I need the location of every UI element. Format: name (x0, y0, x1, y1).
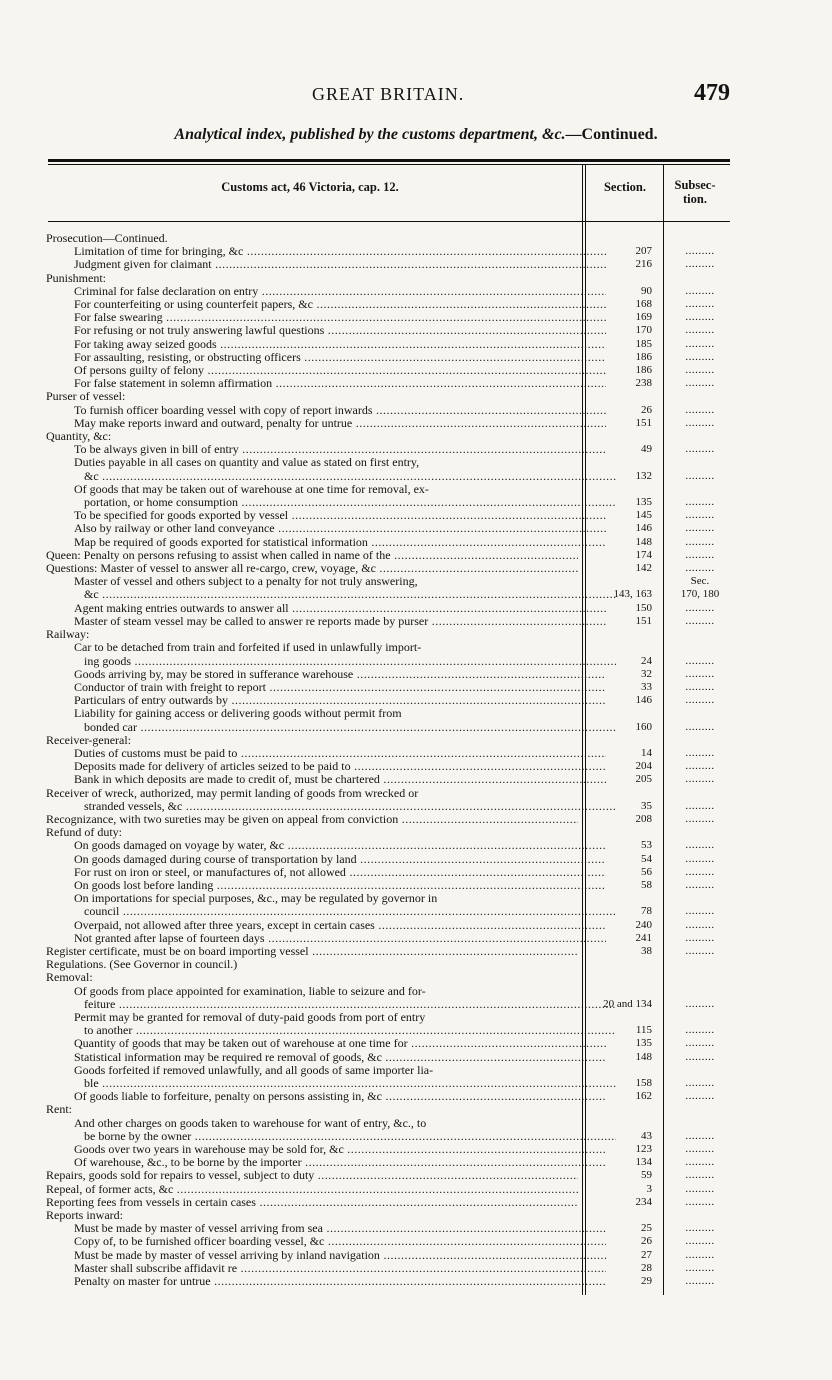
subsection-leader (668, 417, 732, 430)
index-row (46, 456, 736, 469)
section-number: 170 (635, 324, 652, 337)
index-row (46, 364, 736, 377)
index-entry-text: Agent making entries outwards to answer all ..... (46, 602, 606, 615)
section-number: 123 (635, 1143, 652, 1156)
subsection-leader (668, 1183, 732, 1196)
index-row (46, 760, 736, 773)
index-row (46, 641, 736, 654)
section-number: 146 (635, 522, 652, 535)
index-entry-text: ing goods ..... (46, 655, 616, 668)
index-entry-text: Of goods liable to forfeiture, penalty on persons assisting in, &c ..... (46, 1090, 606, 1103)
index-entry-text: Permit may be granted for removal of duty-paid goods from port of entry (74, 1010, 426, 1024)
section-number: 132 (635, 469, 652, 482)
subsection-leader (668, 1077, 732, 1090)
index-entry-text: Statistical information may be required re removal of goods, &c ..... (46, 1051, 606, 1064)
subsection-leader (668, 509, 732, 522)
subsection-header-line1: Subsec- (674, 178, 716, 192)
index-entry-text: Reporting fees from vessels in certain cases ..... (46, 1196, 578, 1209)
section-number: 204 (635, 760, 652, 773)
index-entry-text: be borne by the owner ..... (46, 1130, 616, 1143)
section-number: 151 (635, 614, 652, 627)
index-entry-text: Deposits made for delivery of articles seized to be paid to ..... (46, 760, 606, 773)
index-row (46, 245, 736, 258)
subsection-header-line2: tion. (683, 192, 707, 206)
index-row (46, 747, 736, 760)
section-number: 28 (641, 1261, 652, 1274)
section-number: 49 (641, 443, 652, 456)
subsection-leader (668, 1090, 732, 1103)
index-entry-text: Repairs, goods sold for repairs to vessel, subject to duty ..... (46, 1169, 578, 1182)
subsection-leader (668, 377, 732, 390)
index-entry-text: Questions: Master of vessel to answer all re-cargo, crew, voyage, &c ..... (46, 562, 578, 575)
index-row (46, 998, 736, 1011)
section-number: 25 (641, 1222, 652, 1235)
index-entry-text: On goods lost before landing ..... (46, 879, 606, 892)
index-entry-text: Overpaid, not allowed after three years, except in certain cases ..... (46, 919, 606, 932)
subsection-leader (668, 945, 732, 958)
index-entries (46, 232, 736, 1288)
subsection-leader (668, 879, 732, 892)
section-number: 186 (635, 364, 652, 377)
section-number: 33 (641, 680, 652, 693)
column-header-section: Section. (603, 180, 646, 194)
subsection-leader (668, 800, 732, 813)
section-number: 145 (635, 509, 652, 522)
index-row (46, 655, 736, 668)
subsection-leader (668, 747, 732, 760)
subsection-leader (668, 932, 732, 945)
index-row (46, 549, 736, 562)
running-title: GREAT BRITAIN. (312, 84, 465, 104)
index-entry-text: For false statement in solemn affirmation ..... (46, 377, 606, 390)
index-entry-text: For refusing or not truly answering lawful questions ..... (46, 324, 606, 337)
section-number: 238 (635, 377, 652, 390)
index-row (46, 971, 736, 984)
index-row (46, 417, 736, 430)
page-header (0, 80, 832, 112)
subsection-leader (668, 351, 732, 364)
index-row (46, 1130, 736, 1143)
section-number: 142 (635, 562, 652, 575)
subsection-leader (668, 1249, 732, 1262)
index-row (46, 1011, 736, 1024)
page-subtitle (0, 126, 832, 144)
index-entry-text: Conductor of train with freight to report ..... (46, 681, 606, 694)
index-row (46, 1275, 736, 1288)
index-row (46, 311, 736, 324)
index-entry-text: Map be required of goods exported for statistical information ..... (46, 536, 606, 549)
index-entry-text: Of persons guilty of felony ..... (46, 364, 606, 377)
section-number: 241 (635, 931, 652, 944)
index-entry-text: Particulars of entry outwards by ..... (46, 694, 606, 707)
subsection-leader (668, 549, 732, 562)
column-header-subsection (665, 178, 725, 206)
subsection-leader (668, 1143, 732, 1156)
index-row (46, 615, 736, 628)
index-row (46, 668, 736, 681)
section-number: 240 (635, 918, 652, 931)
index-row (46, 1143, 736, 1156)
index-row (46, 588, 736, 601)
subsection-leader (668, 760, 732, 773)
section-number: 56 (641, 865, 652, 878)
index-row (46, 813, 736, 826)
top-rule-thick (48, 159, 730, 162)
index-entry-text: May make reports inward and outward, penalty for untrue ..... (46, 417, 606, 430)
section-number: 143, 163 (613, 588, 652, 601)
subsection-leader (668, 522, 732, 535)
section-number: 29 (641, 1275, 652, 1288)
index-entry-text: portation, or home consumption ..... (46, 496, 616, 509)
index-entry-text: Reports inward: (46, 1209, 123, 1223)
section-number: 26 (641, 1235, 652, 1248)
section-number: 27 (641, 1248, 652, 1261)
index-row (46, 1196, 736, 1209)
index-entry-text: Limitation of time for bringing, &c ..... (46, 245, 606, 258)
subsection-leader (668, 1024, 732, 1037)
section-number: 148 (635, 1050, 652, 1063)
index-entry-text: Purser of vessel: (46, 390, 126, 404)
subtitle-italic: Analytical index, published by the customs department, &c. (174, 126, 566, 143)
index-row (46, 258, 736, 271)
index-row (46, 985, 736, 998)
subsection-leader (668, 324, 732, 337)
section-number: 35 (641, 799, 652, 812)
index-entry-text: For rust on iron or steel, or manufactures of, not allowed ..... (46, 866, 606, 879)
section-number: 43 (641, 1129, 652, 1142)
index-entry-text: Criminal for false declaration on entry ..... (46, 285, 606, 298)
index-row (46, 1064, 736, 1077)
index-row (46, 351, 736, 364)
index-entry-text: Register certificate, must be on board importing vessel ..... (46, 945, 578, 958)
subsection-leader (668, 1130, 732, 1143)
section-number: 162 (635, 1090, 652, 1103)
index-row (46, 509, 736, 522)
index-row (46, 1209, 736, 1222)
index-row (46, 1037, 736, 1050)
section-number: 174 (635, 548, 652, 561)
section-number: 216 (635, 258, 652, 271)
index-entry-text: Master of vessel and others subject to a penalty for not truly answering, (74, 575, 418, 589)
section-number: 134 (635, 1156, 652, 1169)
subsection-leader (668, 470, 732, 483)
section-number: 205 (635, 773, 652, 786)
index-row (46, 390, 736, 403)
index-row (46, 681, 736, 694)
section-number: 158 (635, 1077, 652, 1089)
subsection-leader (668, 1235, 732, 1248)
section-number: 135 (635, 1037, 652, 1050)
index-row (46, 892, 736, 905)
section-number: 58 (641, 878, 652, 891)
index-entry-text: Duties payable in all cases on quantity and value as stated on first entry, (74, 456, 420, 470)
index-entry-text: Refund of duty: (46, 826, 122, 840)
subsection-leader (668, 1037, 732, 1050)
index-entry-text: bonded car ..... (46, 721, 616, 734)
subsection-leader (668, 1275, 732, 1288)
index-entry-text: Prosecution—Continued. (46, 232, 168, 245)
subsection-leader (668, 245, 732, 258)
index-row (46, 324, 736, 337)
index-row (46, 800, 736, 813)
subsection-leader (668, 298, 732, 311)
index-row (46, 562, 736, 575)
index-entry-text: Car to be detached from train and forfeited if used in unlawfully import- (74, 641, 422, 655)
index-entry-text: ble ..... (46, 1077, 616, 1090)
section-number: 148 (635, 535, 652, 548)
index-row (46, 628, 736, 641)
index-row (46, 773, 736, 786)
index-row (46, 1077, 736, 1090)
index-entry-text: For assaulting, resisting, or obstructing officers ..... (46, 351, 606, 364)
top-rule-thin (48, 164, 730, 165)
index-row (46, 945, 736, 958)
subsection-leader (668, 694, 732, 707)
index-entry-text: Recognizance, with two sureties may be given on appeal from conviction ..... (46, 813, 578, 826)
index-row (46, 787, 736, 800)
index-entry-text: Penalty on master for untrue ..... (46, 1275, 606, 1288)
index-row (46, 522, 736, 535)
index-entry-text: stranded vessels, &c ..... (46, 800, 616, 813)
subsection-leader (668, 562, 732, 575)
index-entry-text: Punishment: (46, 271, 107, 285)
subsection-leader (668, 866, 732, 879)
index-entry-text: Copy of, to be furnished officer boarding vessel, &c ..... (46, 1235, 606, 1248)
index-row (46, 404, 736, 417)
index-entry-text: &c ..... (46, 588, 616, 601)
index-row (46, 232, 736, 245)
index-row (46, 1051, 736, 1064)
section-number: 208 (635, 812, 652, 825)
section-number: 207 (635, 245, 652, 258)
column-header-act: Customs act, 46 Victoria, cap. 12. (221, 180, 399, 194)
index-entry-text: Not granted after lapse of fourteen days ..... (46, 932, 606, 945)
index-row (46, 1117, 736, 1130)
index-entry-text: Of goods that may be taken out of warehouse at one time for removal, ex- (74, 482, 429, 496)
index-row (46, 536, 736, 549)
section-number: 26 (641, 403, 652, 416)
section-number: 150 (635, 601, 652, 614)
section-number: 54 (641, 852, 652, 865)
index-row (46, 707, 736, 720)
subsection-leader (668, 443, 732, 456)
index-row (46, 932, 736, 945)
subsection-leader (668, 285, 732, 298)
index-entry-text: To be specified for goods exported by vessel ..... (46, 509, 606, 522)
subsection-leader (668, 919, 732, 932)
subsection-leader (668, 364, 732, 377)
index-row (46, 694, 736, 707)
index-entry-text: For counterfeiting or using counterfeit papers, &c ..... (46, 298, 606, 311)
section-number: 151 (635, 416, 652, 429)
index-row (46, 338, 736, 351)
section-number: 59 (641, 1169, 652, 1182)
index-row (46, 734, 736, 747)
section-number: 78 (641, 905, 652, 918)
subsection-leader (668, 839, 732, 852)
subsection-leader (668, 536, 732, 549)
index-row (46, 1262, 736, 1275)
subsection-number: Sec. (690, 575, 710, 588)
index-row (46, 470, 736, 483)
index-entry-text: Duties of customs must be paid to ..... (46, 747, 606, 760)
index-entry-text: to another ..... (46, 1024, 616, 1037)
section-number: 160 (635, 720, 652, 733)
index-row (46, 826, 736, 839)
index-entry-text: Of goods from place appointed for examination, liable to seizure and for- (74, 984, 426, 998)
index-row (46, 298, 736, 311)
subsection-leader (668, 311, 732, 324)
index-row (46, 879, 736, 892)
index-entry-text: Bank in which deposits are made to credit of, must be chartered ..... (46, 773, 606, 786)
index-entry-text: Receiver-general: (46, 733, 132, 747)
index-row (46, 483, 736, 496)
section-number: 169 (635, 311, 652, 324)
index-entry-text: Goods forfeited if removed unlawfully, and all goods of same importer lia- (74, 1063, 434, 1077)
index-row (46, 602, 736, 615)
index-entry-text: To furnish officer boarding vessel with copy of report inwards ..... (46, 404, 606, 417)
index-entry-text: To be always given in bill of entry ..... (46, 443, 606, 456)
subsection-leader (668, 655, 732, 668)
subsection-leader (668, 668, 732, 681)
index-row (46, 575, 736, 588)
index-row (46, 1222, 736, 1235)
index-entry-text: Repeal, of former acts, &c ..... (46, 1183, 578, 1196)
subsection-leader (668, 338, 732, 351)
index-entry-text: For false swearing ..... (46, 311, 606, 324)
index-entry-text: &c ..... (46, 470, 616, 483)
index-entry-text: Railway: (46, 628, 90, 642)
subsection-leader (668, 773, 732, 786)
subsection-leader (668, 1156, 732, 1169)
index-entry-text: Receiver of wreck, authorized, may permit landing of goods from wrecked or (46, 786, 419, 800)
subsection-leader (668, 1222, 732, 1235)
index-entry-text: Liability for gaining access or delivering goods without permit from (74, 707, 402, 721)
subsection-leader (668, 1051, 732, 1064)
section-number: 146 (635, 694, 652, 707)
index-entry-text: On importations for special purposes, &c., may be regulated by governor in (74, 892, 438, 906)
section-number: 234 (635, 1195, 652, 1208)
subsection-leader (668, 496, 732, 509)
index-entry-text: Removal: (46, 971, 93, 985)
index-entry-text: Master shall subscribe affidavit re ..... (46, 1262, 606, 1275)
section-number: 135 (635, 496, 652, 509)
index-entry-text: Goods over two years in warehouse may be sold for, &c ..... (46, 1143, 606, 1156)
subsection-leader (668, 258, 732, 271)
subsection-leader (668, 1196, 732, 1209)
section-number: 115 (635, 1024, 652, 1037)
subsection-leader (668, 404, 732, 417)
index-row (46, 866, 736, 879)
index-row (46, 430, 736, 443)
index-row (46, 1024, 736, 1037)
index-entry-text: Queen: Penalty on persons refusing to assist when called in name of the ..... (46, 549, 578, 562)
index-entry-text: feiture ..... (46, 998, 616, 1011)
section-number: 32 (641, 667, 652, 680)
subsection-leader (668, 721, 732, 734)
header-bottom-rule (48, 221, 730, 222)
index-row (46, 905, 736, 918)
section-number: 53 (641, 839, 652, 852)
subsection-leader (668, 1262, 732, 1275)
index-entry-text: Rent: (46, 1103, 72, 1117)
index-entry-text: Also by railway or other land conveyance ..... (46, 522, 606, 535)
page-number: 479 (694, 80, 730, 106)
index-entry-text: Quantity, &c: (46, 430, 112, 444)
section-number: 185 (635, 337, 652, 350)
index-entry-text: On goods damaged on voyage by water, &c ..... (46, 839, 606, 852)
index-row (46, 839, 736, 852)
section-number: 168 (635, 298, 652, 311)
index-row (46, 1235, 736, 1248)
subsection-leader (668, 1169, 732, 1182)
section-number: 186 (635, 350, 652, 363)
section-number: 90 (641, 284, 652, 297)
index-row (46, 919, 736, 932)
index-row (46, 1169, 736, 1182)
section-number: 3 (646, 1182, 652, 1195)
index-entry-text: council ..... (46, 905, 616, 918)
index-entry-text: Judgment given for claimant ..... (46, 258, 606, 271)
subtitle-continued: —Continued. (565, 126, 658, 143)
section-number: 20 and 134 (603, 997, 652, 1010)
section-number: 24 (641, 654, 652, 667)
subsection-leader (668, 681, 732, 694)
index-row (46, 1156, 736, 1169)
index-row (46, 1183, 736, 1196)
index-row (46, 285, 736, 298)
subsection-leader (668, 905, 732, 918)
subsection-leader (668, 813, 732, 826)
index-row (46, 496, 736, 509)
index-entry-text: Quantity of goods that may be taken out of warehouse at one time for ..... (46, 1037, 606, 1050)
index-entry-text: For taking away seized goods ..... (46, 338, 606, 351)
index-entry-text: On goods damaged during course of transportation by land ..... (46, 853, 606, 866)
subsection-leader (668, 602, 732, 615)
index-entry-text: Regulations. (See Governor in council.) (46, 958, 238, 972)
index-row (46, 853, 736, 866)
index-entry-text: Master of steam vessel may be called to answer re reports made by purser ..... (46, 615, 606, 628)
section-number: 38 (641, 944, 652, 957)
index-entry-text: Must be made by master of vessel arriving by inland navigation ..... (46, 1249, 606, 1262)
index-row (46, 1249, 736, 1262)
index-row (46, 1103, 736, 1116)
subsection-leader (668, 853, 732, 866)
index-row (46, 958, 736, 971)
subsection-number: 170, 180 (680, 588, 720, 601)
index-entry-text: Must be made by master of vessel arriving from sea ..... (46, 1222, 606, 1235)
index-row (46, 272, 736, 285)
index-row (46, 1090, 736, 1103)
index-entry-text: Goods arriving by, may be stored in sufferance warehouse ..... (46, 668, 606, 681)
section-number: 14 (641, 746, 652, 759)
index-row (46, 721, 736, 734)
index-row (46, 443, 736, 456)
index-row (46, 377, 736, 390)
index-entry-text: And other charges on goods taken to warehouse for want of entry, &c., to (74, 1116, 427, 1130)
subsection-leader (668, 998, 732, 1011)
index-entry-text: Of warehouse, &c., to be borne by the importer ..... (46, 1156, 606, 1169)
subsection-leader (668, 615, 732, 628)
